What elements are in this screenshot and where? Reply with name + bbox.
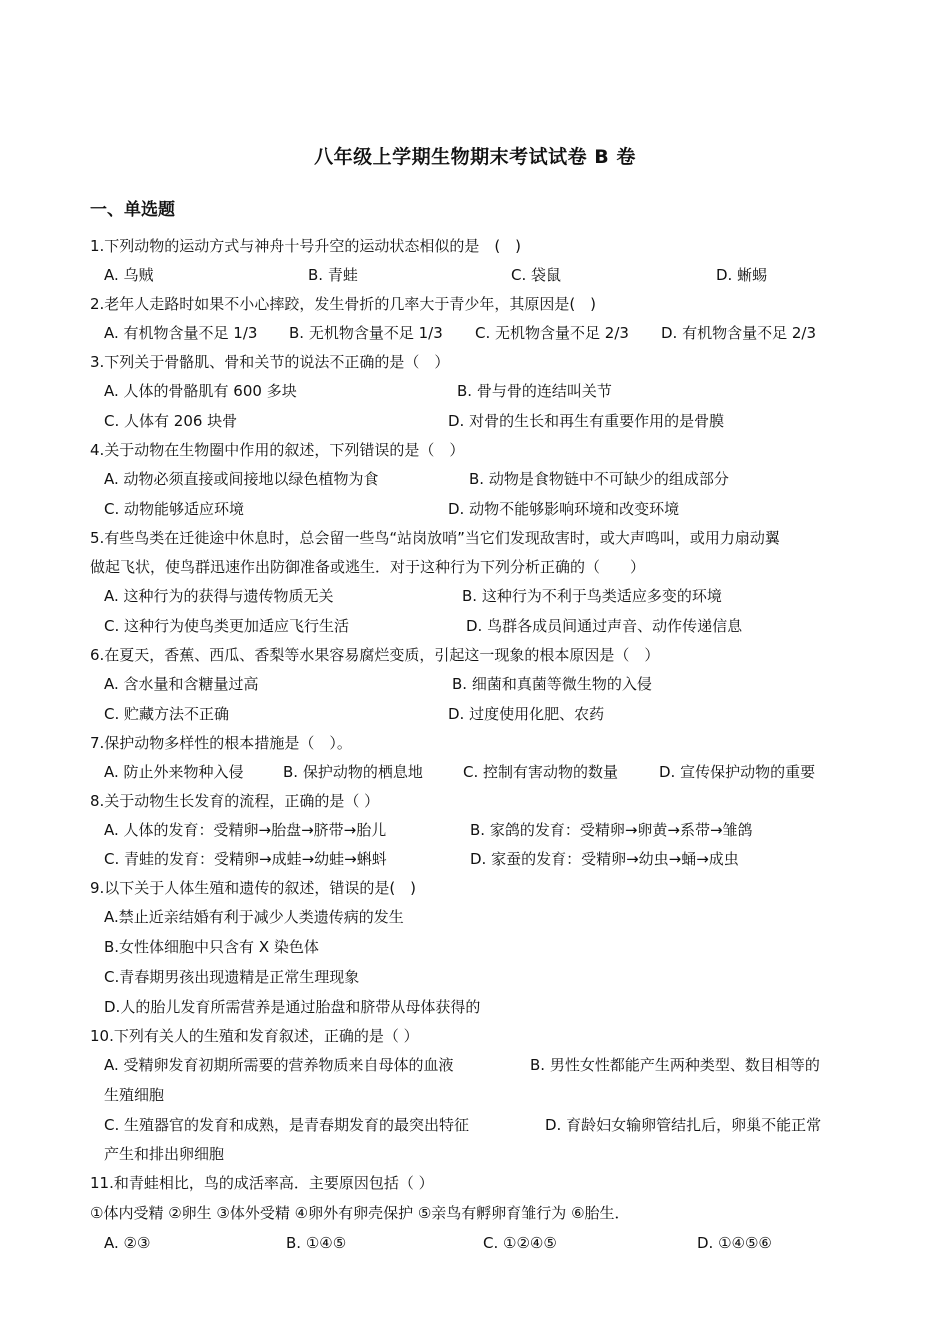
question-4-option-c[interactable]: C. 动物能够适应环境 bbox=[104, 500, 245, 518]
question-10-option-b[interactable]: B. 男性女性都能产生两种类型、数目相等的 bbox=[530, 1056, 820, 1074]
question-11-option-a[interactable]: A. ②③ bbox=[104, 1234, 151, 1252]
page-title: 八年级上学期生物期末考试试卷 B 卷 bbox=[314, 146, 636, 168]
question-10-option-d[interactable]: D. 育龄妇女输卵管结扎后，卵巢不能正常 bbox=[545, 1116, 822, 1134]
question-8-option-c[interactable]: C. 青蛙的发育：受精卵→成蛙→幼蛙→蝌蚪 bbox=[104, 850, 387, 868]
question-2-option-b[interactable]: B. 无机物含量不足 1/3 bbox=[289, 324, 443, 342]
question-6-option-d[interactable]: D. 过度使用化肥、农药 bbox=[448, 705, 605, 723]
question-5-stem-line-2: 做起飞状，使鸟群迅速作出防御准备或逃生．对于这种行为下列分析正确的（ ） bbox=[90, 558, 646, 576]
question-11-option-b[interactable]: B. ①④⑤ bbox=[286, 1234, 347, 1252]
question-8-option-b[interactable]: B. 家鸽的发育：受精卵→卵黄→系带→雏鸽 bbox=[470, 821, 753, 839]
question-9-stem: 9.以下关于人体生殖和遗传的叙述，错误的是( ) bbox=[90, 879, 417, 897]
question-6-option-a[interactable]: A. 含水量和含糖量过高 bbox=[104, 675, 259, 693]
question-6-stem: 6.在夏天，香蕉、西瓜、香梨等水果容易腐烂变质，引起这一现象的根本原因是（ ） bbox=[90, 646, 660, 664]
question-7-option-a[interactable]: A. 防止外来物种入侵 bbox=[104, 763, 244, 781]
question-2-option-c[interactable]: C. 无机物含量不足 2/3 bbox=[475, 324, 629, 342]
question-1-option-d[interactable]: D. 蜥蜴 bbox=[716, 266, 768, 284]
question-7-option-b[interactable]: B. 保护动物的栖息地 bbox=[283, 763, 423, 781]
question-1-stem: 1.下列动物的运动方式与神舟十号升空的运动状态相似的是 ( ) bbox=[90, 237, 522, 255]
question-10-option-b-continued: 生殖细胞 bbox=[104, 1086, 165, 1104]
question-9-option-a[interactable]: A.禁止近亲结婚有利于减少人类遗传病的发生 bbox=[104, 908, 404, 926]
question-8-option-d[interactable]: D. 家蚕的发育：受精卵→幼虫→蛹→成虫 bbox=[470, 850, 739, 868]
question-1-option-a[interactable]: A. 乌贼 bbox=[104, 266, 154, 284]
question-9-option-c[interactable]: C.青春期男孩出现遗精是正常生理现象 bbox=[104, 968, 360, 986]
question-4-option-a[interactable]: A. 动物必须直接或间接地以绿色植物为食 bbox=[104, 470, 379, 488]
question-10-option-d-continued: 产生和排出卵细胞 bbox=[104, 1145, 225, 1163]
question-1-option-b[interactable]: B. 青蛙 bbox=[308, 266, 358, 284]
question-2-option-a[interactable]: A. 有机物含量不足 1/3 bbox=[104, 324, 258, 342]
question-5-stem-line-1: 5.有些鸟类在迁徙途中休息时，总会留一些鸟“站岗放哨”当它们发现敌害时，或大声鸣叫，或用力扇动翼 bbox=[90, 529, 780, 547]
question-11-option-c[interactable]: C. ①②④⑤ bbox=[483, 1234, 557, 1252]
question-9-option-b[interactable]: B.女性体细胞中只含有 X 染色体 bbox=[104, 938, 319, 956]
question-4-option-b[interactable]: B. 动物是食物链中不可缺少的组成部分 bbox=[469, 470, 729, 488]
question-11-stem: 11.和青蛙相比，鸟的成活率高．主要原因包括（ ） bbox=[90, 1174, 434, 1192]
question-4-option-d[interactable]: D. 动物不能够影响环境和改变环境 bbox=[448, 500, 680, 518]
question-6-option-b[interactable]: B. 细菌和真菌等微生物的入侵 bbox=[452, 675, 652, 693]
question-5-option-c[interactable]: C. 这种行为使鸟类更加适应飞行生活 bbox=[104, 617, 350, 635]
question-2-stem: 2.老年人走路时如果不小心摔跤，发生骨折的几率大于青少年，其原因是( ) bbox=[90, 295, 597, 313]
section-heading: 一、单选题 bbox=[90, 200, 175, 220]
question-10-option-a[interactable]: A. 受精卵发育初期所需要的营养物质来自母体的血液 bbox=[104, 1056, 454, 1074]
question-11-option-d[interactable]: D. ①④⑤⑥ bbox=[697, 1234, 772, 1252]
question-1-option-c[interactable]: C. 袋鼠 bbox=[511, 266, 562, 284]
question-5-option-b[interactable]: B. 这种行为不利于鸟类适应多变的环境 bbox=[462, 587, 722, 605]
question-6-option-c[interactable]: C. 贮藏方法不正确 bbox=[104, 705, 230, 723]
question-9-option-d[interactable]: D.人的胎儿发育所需营养是通过胎盘和脐带从母体获得的 bbox=[104, 998, 481, 1016]
question-4-stem: 4.关于动物在生物圈中作用的叙述，下列错误的是（ ） bbox=[90, 441, 465, 459]
question-10-option-c[interactable]: C. 生殖器官的发育和成熟，是青春期发育的最突出特征 bbox=[104, 1116, 470, 1134]
question-3-option-d[interactable]: D. 对骨的生长和再生有重要作用的是骨膜 bbox=[448, 412, 725, 430]
question-3-option-b[interactable]: B. 骨与骨的连结叫关节 bbox=[457, 382, 612, 400]
question-3-option-a[interactable]: A. 人体的骨骼肌有 600 多块 bbox=[104, 382, 297, 400]
question-3-stem: 3.下列关于骨骼肌、骨和关节的说法不正确的是（ ） bbox=[90, 353, 450, 371]
question-3-option-c[interactable]: C. 人体有 206 块骨 bbox=[104, 412, 238, 430]
question-8-option-a[interactable]: A. 人体的发育：受精卵→胎盘→脐带→胎儿 bbox=[104, 821, 387, 839]
question-2-option-d[interactable]: D. 有机物含量不足 2/3 bbox=[661, 324, 816, 342]
question-7-option-d[interactable]: D. 宣传保护动物的重要 bbox=[659, 763, 816, 781]
question-7-option-c[interactable]: C. 控制有害动物的数量 bbox=[463, 763, 619, 781]
question-5-option-d[interactable]: D. 鸟群各成员间通过声音、动作传递信息 bbox=[466, 617, 743, 635]
question-7-stem: 7.保护动物多样性的根本措施是（ ）。 bbox=[90, 734, 352, 752]
question-5-option-a[interactable]: A. 这种行为的获得与遗传物质无关 bbox=[104, 587, 334, 605]
question-8-stem: 8.关于动物生长发育的流程，正确的是（ ） bbox=[90, 792, 380, 810]
question-10-stem: 10.下列有关人的生殖和发育叙述，正确的是（ ） bbox=[90, 1027, 419, 1045]
question-11-items: ①体内受精 ②卵生 ③体外受精 ④卵外有卵壳保护 ⑤亲鸟有孵卵育雏行为 ⑥胎生． bbox=[90, 1204, 630, 1222]
